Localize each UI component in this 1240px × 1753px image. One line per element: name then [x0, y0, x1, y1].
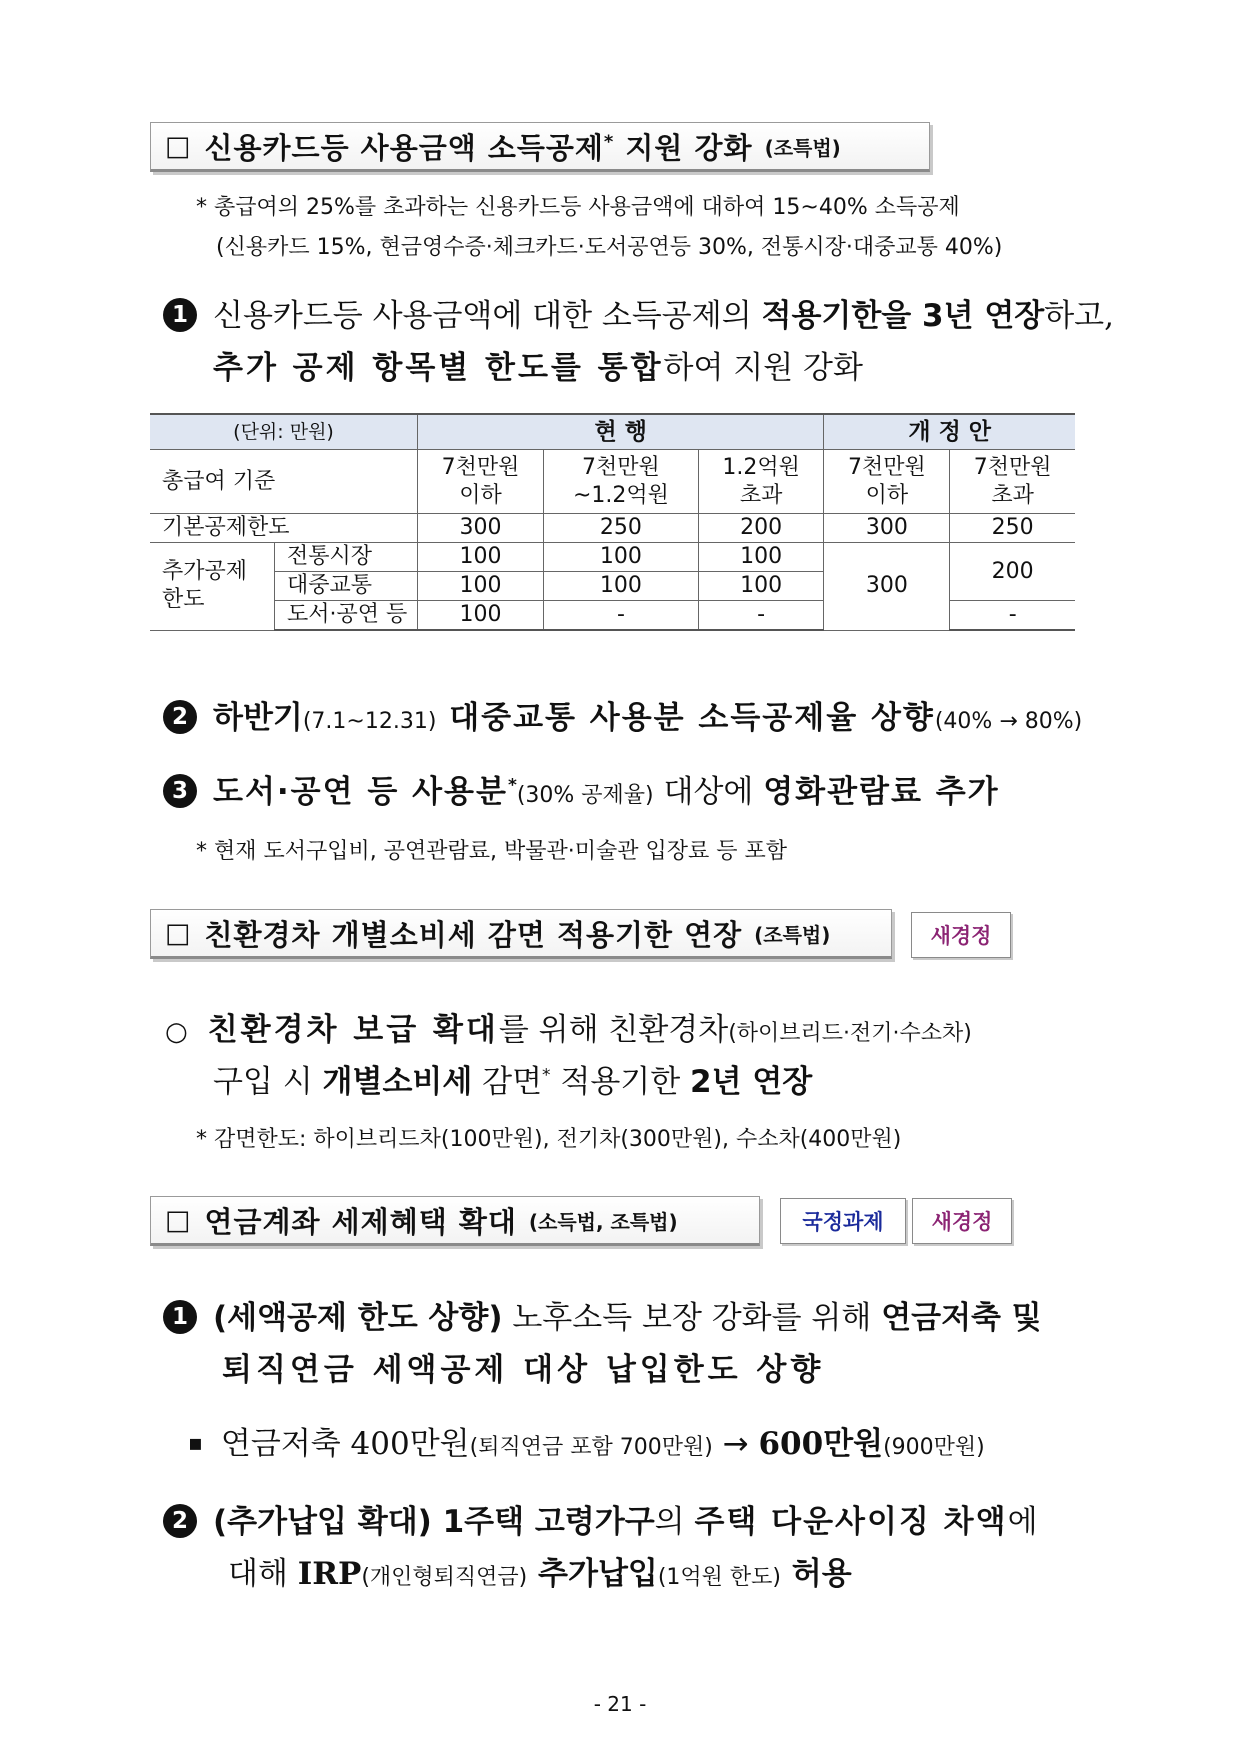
- table-cell: 100: [543, 572, 698, 601]
- col-header: 7천만원 초과: [950, 450, 1075, 514]
- unit-label: (단위: 만원): [150, 414, 418, 450]
- table-cell: 300: [824, 514, 950, 543]
- law-label: (소득법, 조특법): [528, 1209, 678, 1234]
- paragraph-5: 1 (세액공제 한도 상향) 노후소득 보장 강화를 위해 연금저축 및: [163, 1292, 1042, 1337]
- col-header: 7천만원 이하: [824, 450, 950, 514]
- number-2-icon: 2: [163, 1504, 197, 1538]
- footnote: (신용카드 15%, 현금영수증·체크카드·도서공연등 30%, 전통시장·대중교통 40%): [216, 235, 1003, 260]
- law-label: (조특법): [754, 922, 831, 947]
- new-budget-tag: 새경정: [912, 1198, 1012, 1244]
- paragraph-4: ○ 친환경차 보급 확대를 위해 친환경차(하이브리드·전기·수소차): [165, 1012, 972, 1048]
- section-title: 친환경차 개별소비세 감면 적용기한 연장: [204, 917, 743, 952]
- table-cell: 100: [418, 601, 544, 631]
- sub-label: 도서·공연 등: [275, 601, 418, 631]
- footnote: * 감면한도: 하이브리드차(100만원), 전기차(300만원), 수소차(400만원): [196, 1127, 902, 1152]
- number-2-icon: 2: [163, 700, 197, 734]
- table-cell: -: [950, 601, 1075, 631]
- table-cell: 100: [698, 543, 824, 572]
- col-header: 7천만원 ~1.2억원: [543, 450, 698, 514]
- paragraph-5-sub: ▪ 연금저축 400만원(퇴직연금 포함 700만원) → 600만원(900만원): [188, 1426, 985, 1462]
- new-budget-tag: 새경정: [911, 912, 1011, 958]
- section-header-credit-card: [150, 122, 930, 172]
- paragraph-5-line2: 퇴직연금 세액공제 대상 납입한도 상향: [222, 1352, 825, 1388]
- page-number: - 21 -: [593, 1692, 647, 1716]
- section-title: 신용카드등 사용금액 소득공제* 지원 강화: [204, 130, 753, 165]
- paragraph-6-line2: 대해 IRP(개인형퇴직연금) 추가납입(1억원 한도) 허용: [228, 1556, 852, 1592]
- section-title: 연금계좌 세제혜택 확대: [204, 1204, 517, 1239]
- table-cell: 250: [950, 514, 1075, 543]
- law-label: (조특법): [764, 135, 841, 160]
- table-cell: 200: [698, 514, 824, 543]
- square-bullet-icon: ▪: [188, 1431, 203, 1456]
- number-1-icon: 1: [163, 298, 197, 332]
- sub-label: 전통시장: [275, 543, 418, 572]
- proposal-header: 개 정 안: [824, 414, 1075, 450]
- sub-label: 대중교통: [275, 572, 418, 601]
- checkbox-icon: □: [165, 917, 191, 949]
- merged-cell: 300: [824, 543, 950, 631]
- checkbox-icon: □: [165, 1204, 191, 1236]
- paragraph-1-line2: 추가 공제 항목별 한도를 통합하여 지원 강화: [213, 350, 863, 386]
- table-cell: 100: [418, 543, 544, 572]
- paragraph-4-line2: 구입 시 개별소비세 감면* 적용기한 2년 연장: [213, 1064, 813, 1100]
- extra-label: 추가공제 한도: [150, 543, 275, 631]
- basic-label: 기본공제한도: [150, 514, 418, 543]
- table-cell: 250: [543, 514, 698, 543]
- table-cell: 100: [418, 572, 544, 601]
- footnote: * 현재 도서구입비, 공연관람료, 박물관·미술관 입장료 등 포함: [196, 839, 787, 864]
- table-cell: -: [543, 601, 698, 631]
- checkbox-icon: □: [165, 130, 191, 162]
- footnote: * 총급여의 25%를 초과하는 신용카드등 사용금액에 대하여 15~40% 소득공제: [196, 195, 960, 220]
- national-task-tag: 국정과제: [780, 1198, 906, 1244]
- paragraph-3: 3 도서·공연 등 사용분*(30% 공제율) 대상에 영화관람료 추가: [163, 766, 1000, 811]
- paragraph-2: 2 하반기(7.1~12.31) 대중교통 사용분 소득공제율 상향(40% → 80%): [163, 692, 1082, 737]
- deduction-table: [150, 413, 1075, 631]
- section-header-eco-car: [150, 909, 892, 959]
- table-cell: 300: [418, 514, 544, 543]
- table-cell: -: [698, 601, 824, 631]
- section-header-pension: [150, 1196, 760, 1246]
- circle-bullet-icon: ○: [165, 1017, 188, 1047]
- paragraph-1: 1 신용카드등 사용금액에 대한 소득공제의 적용기한을 3년 연장하고,: [163, 290, 1114, 335]
- number-1-icon: 1: [163, 1300, 197, 1334]
- col-header: 7천만원 이하: [418, 450, 544, 514]
- current-header: 현 행: [418, 414, 824, 450]
- row-total-label: 총급여 기준: [150, 450, 418, 514]
- number-3-icon: 3: [163, 774, 197, 808]
- merged-cell: 200: [950, 543, 1075, 601]
- table-cell: 100: [543, 543, 698, 572]
- table-cell: 100: [698, 572, 824, 601]
- col-header: 1.2억원 초과: [698, 450, 824, 514]
- paragraph-6: 2 (추가납입 확대) 1주택 고령가구의 주택 다운사이징 차액에: [163, 1496, 1038, 1541]
